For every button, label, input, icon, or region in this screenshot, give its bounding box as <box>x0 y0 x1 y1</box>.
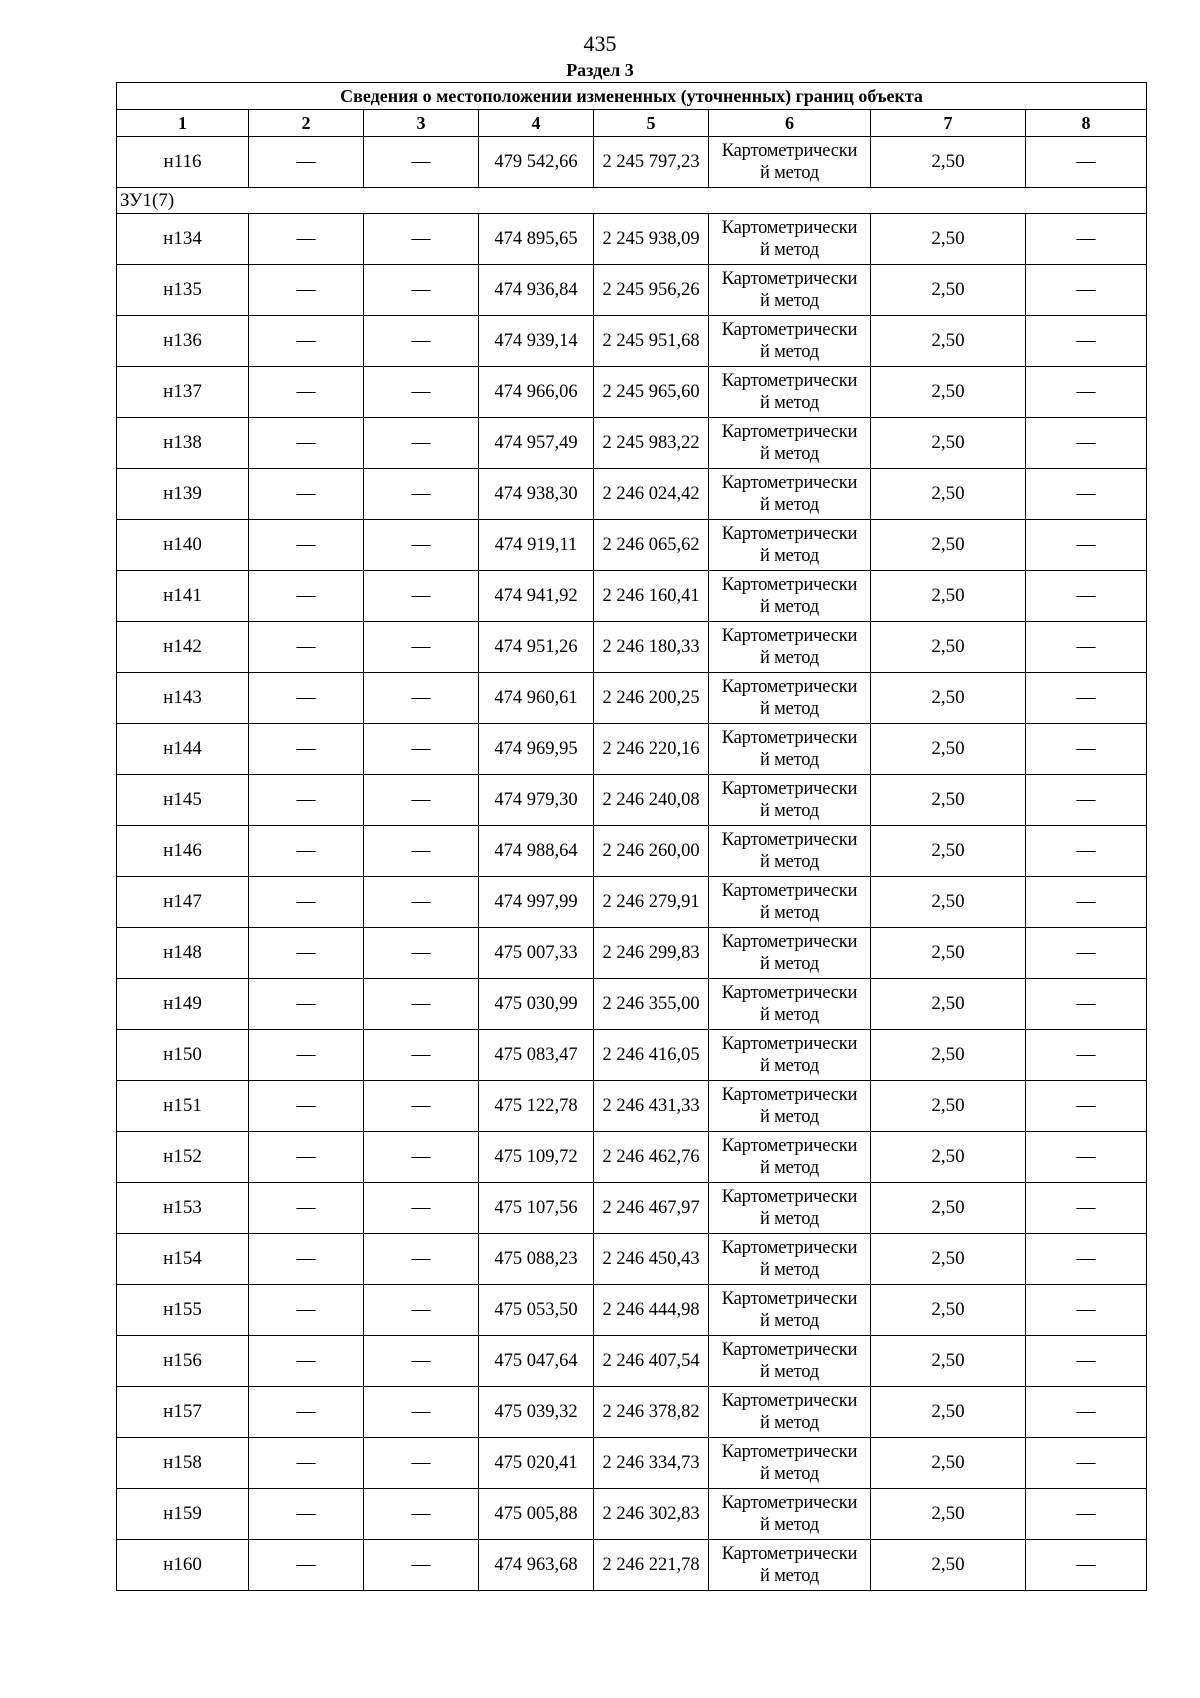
col8-cell: — <box>1026 1387 1147 1438</box>
method-cell: Картометрически й метод <box>709 214 871 265</box>
point-id-cell: н150 <box>117 1030 249 1081</box>
col8-cell: — <box>1026 1540 1147 1591</box>
table-body <box>117 137 1147 1591</box>
method-cell: Картометрически й метод <box>709 316 871 367</box>
y-coord-cell: 2 246 302,83 <box>594 1489 709 1540</box>
y-coord-cell: 2 246 240,08 <box>594 775 709 826</box>
point-id-cell: н146 <box>117 826 249 877</box>
col3-cell: — <box>364 571 479 622</box>
col3-cell: — <box>364 1081 479 1132</box>
column-header-3: 3 <box>364 110 479 137</box>
method-cell: Картометрически й метод <box>709 979 871 1030</box>
x-coord-cell: 475 005,88 <box>479 1489 594 1540</box>
x-coord-cell: 475 088,23 <box>479 1234 594 1285</box>
group-label: ЗУ1(7) <box>117 188 1147 214</box>
point-id-cell: н148 <box>117 928 249 979</box>
point-id-cell: н149 <box>117 979 249 1030</box>
col2-cell: — <box>249 1540 364 1591</box>
y-coord-cell: 2 246 378,82 <box>594 1387 709 1438</box>
x-coord-cell: 474 988,64 <box>479 826 594 877</box>
point-id-cell: н158 <box>117 1438 249 1489</box>
table-caption: Сведения о местоположении измененных (уточненных) границ объекта <box>117 83 1147 110</box>
col2-cell: — <box>249 418 364 469</box>
table-row <box>117 1081 1147 1132</box>
col3-cell: — <box>364 316 479 367</box>
accuracy-cell: 2,50 <box>871 1489 1026 1540</box>
col8-cell: — <box>1026 418 1147 469</box>
x-coord-cell: 475 083,47 <box>479 1030 594 1081</box>
accuracy-cell: 2,50 <box>871 214 1026 265</box>
accuracy-cell: 2,50 <box>871 1540 1026 1591</box>
column-header-1: 1 <box>117 110 249 137</box>
col3-cell: — <box>364 214 479 265</box>
col2-cell: — <box>249 1336 364 1387</box>
accuracy-cell: 2,50 <box>871 1336 1026 1387</box>
table-row <box>117 622 1147 673</box>
col3-cell: — <box>364 265 479 316</box>
method-cell: Картометрически й метод <box>709 928 871 979</box>
col3-cell: — <box>364 520 479 571</box>
x-coord-cell: 474 951,26 <box>479 622 594 673</box>
col3-cell: — <box>364 979 479 1030</box>
y-coord-cell: 2 246 260,00 <box>594 826 709 877</box>
col8-cell: — <box>1026 367 1147 418</box>
col2-cell: — <box>249 877 364 928</box>
col3-cell: — <box>364 418 479 469</box>
table-row <box>117 877 1147 928</box>
accuracy-cell: 2,50 <box>871 1030 1026 1081</box>
point-id-cell: н137 <box>117 367 249 418</box>
accuracy-cell: 2,50 <box>871 1183 1026 1234</box>
x-coord-cell: 474 941,92 <box>479 571 594 622</box>
col2-cell: — <box>249 1132 364 1183</box>
table-row <box>117 1336 1147 1387</box>
col3-cell: — <box>364 1540 479 1591</box>
y-coord-cell: 2 246 180,33 <box>594 622 709 673</box>
point-id-cell: н153 <box>117 1183 249 1234</box>
accuracy-cell: 2,50 <box>871 418 1026 469</box>
column-header-row <box>117 110 1147 137</box>
accuracy-cell: 2,50 <box>871 265 1026 316</box>
method-cell: Картометрически й метод <box>709 1183 871 1234</box>
method-cell: Картометрически й метод <box>709 367 871 418</box>
table-row <box>117 1030 1147 1081</box>
accuracy-cell: 2,50 <box>871 1285 1026 1336</box>
boundary-coordinates-table <box>116 82 1147 1591</box>
x-coord-cell: 474 963,68 <box>479 1540 594 1591</box>
col8-cell: — <box>1026 1183 1147 1234</box>
table-row <box>117 316 1147 367</box>
x-coord-cell: 475 053,50 <box>479 1285 594 1336</box>
col3-cell: — <box>364 673 479 724</box>
col2-cell: — <box>249 1234 364 1285</box>
table-row <box>117 1438 1147 1489</box>
x-coord-cell: 474 969,95 <box>479 724 594 775</box>
accuracy-cell: 2,50 <box>871 826 1026 877</box>
col8-cell: — <box>1026 826 1147 877</box>
y-coord-cell: 2 246 220,16 <box>594 724 709 775</box>
y-coord-cell: 2 246 431,33 <box>594 1081 709 1132</box>
col2-cell: — <box>249 826 364 877</box>
accuracy-cell: 2,50 <box>871 469 1026 520</box>
method-cell: Картометрически й метод <box>709 1081 871 1132</box>
col8-cell: — <box>1026 724 1147 775</box>
x-coord-cell: 474 939,14 <box>479 316 594 367</box>
col2-cell: — <box>249 1489 364 1540</box>
col3-cell: — <box>364 1438 479 1489</box>
col8-cell: — <box>1026 571 1147 622</box>
col3-cell: — <box>364 367 479 418</box>
y-coord-cell: 2 246 407,54 <box>594 1336 709 1387</box>
method-cell: Картометрически й метод <box>709 775 871 826</box>
x-coord-cell: 475 039,32 <box>479 1387 594 1438</box>
method-cell: Картометрически й метод <box>709 826 871 877</box>
y-coord-cell: 2 246 024,42 <box>594 469 709 520</box>
method-cell: Картометрически й метод <box>709 1336 871 1387</box>
x-coord-cell: 475 007,33 <box>479 928 594 979</box>
method-cell: Картометрически й метод <box>709 1234 871 1285</box>
method-cell: Картометрически й метод <box>709 137 871 188</box>
accuracy-cell: 2,50 <box>871 520 1026 571</box>
col3-cell: — <box>364 137 479 188</box>
accuracy-cell: 2,50 <box>871 1387 1026 1438</box>
x-coord-cell: 475 122,78 <box>479 1081 594 1132</box>
col2-cell: — <box>249 520 364 571</box>
col3-cell: — <box>364 1030 479 1081</box>
col2-cell: — <box>249 1285 364 1336</box>
col2-cell: — <box>249 775 364 826</box>
col2-cell: — <box>249 1387 364 1438</box>
point-id-cell: н136 <box>117 316 249 367</box>
y-coord-cell: 2 246 462,76 <box>594 1132 709 1183</box>
method-cell: Картометрически й метод <box>709 1285 871 1336</box>
col2-cell: — <box>249 571 364 622</box>
accuracy-cell: 2,50 <box>871 1132 1026 1183</box>
column-header-2: 2 <box>249 110 364 137</box>
x-coord-cell: 475 109,72 <box>479 1132 594 1183</box>
col2-cell: — <box>249 137 364 188</box>
point-id-cell: н134 <box>117 214 249 265</box>
x-coord-cell: 474 979,30 <box>479 775 594 826</box>
table-row <box>117 928 1147 979</box>
col8-cell: — <box>1026 1030 1147 1081</box>
accuracy-cell: 2,50 <box>871 571 1026 622</box>
accuracy-cell: 2,50 <box>871 1438 1026 1489</box>
method-cell: Картометрически й метод <box>709 673 871 724</box>
point-id-cell: н141 <box>117 571 249 622</box>
y-coord-cell: 2 246 160,41 <box>594 571 709 622</box>
method-cell: Картометрически й метод <box>709 877 871 928</box>
method-cell: Картометрически й метод <box>709 1489 871 1540</box>
x-coord-cell: 474 936,84 <box>479 265 594 316</box>
method-cell: Картометрически й метод <box>709 724 871 775</box>
y-coord-cell: 2 246 416,05 <box>594 1030 709 1081</box>
column-header-4: 4 <box>479 110 594 137</box>
col8-cell: — <box>1026 877 1147 928</box>
y-coord-cell: 2 246 065,62 <box>594 520 709 571</box>
table-row <box>117 1387 1147 1438</box>
y-coord-cell: 2 246 299,83 <box>594 928 709 979</box>
table-row <box>117 1234 1147 1285</box>
y-coord-cell: 2 246 355,00 <box>594 979 709 1030</box>
x-coord-cell: 475 030,99 <box>479 979 594 1030</box>
y-coord-cell: 2 246 221,78 <box>594 1540 709 1591</box>
x-coord-cell: 474 895,65 <box>479 214 594 265</box>
col3-cell: — <box>364 622 479 673</box>
accuracy-cell: 2,50 <box>871 367 1026 418</box>
col3-cell: — <box>364 1132 479 1183</box>
column-header-7: 7 <box>871 110 1026 137</box>
y-coord-cell: 2 246 279,91 <box>594 877 709 928</box>
point-id-cell: н151 <box>117 1081 249 1132</box>
table-row <box>117 673 1147 724</box>
table-row <box>117 1183 1147 1234</box>
point-id-cell: н140 <box>117 520 249 571</box>
point-id-cell: н143 <box>117 673 249 724</box>
method-cell: Картометрически й метод <box>709 1132 871 1183</box>
y-coord-cell: 2 245 983,22 <box>594 418 709 469</box>
col2-cell: — <box>249 316 364 367</box>
point-id-cell: н145 <box>117 775 249 826</box>
col2-cell: — <box>249 724 364 775</box>
col2-cell: — <box>249 367 364 418</box>
col3-cell: — <box>364 877 479 928</box>
col3-cell: — <box>364 928 479 979</box>
col2-cell: — <box>249 1183 364 1234</box>
x-coord-cell: 474 960,61 <box>479 673 594 724</box>
table-row <box>117 418 1147 469</box>
point-id-cell: н116 <box>117 137 249 188</box>
section-title: Раздел 3 <box>566 60 634 80</box>
col3-cell: — <box>364 775 479 826</box>
table-row <box>117 775 1147 826</box>
y-coord-cell: 2 245 938,09 <box>594 214 709 265</box>
point-id-cell: н155 <box>117 1285 249 1336</box>
col8-cell: — <box>1026 265 1147 316</box>
accuracy-cell: 2,50 <box>871 673 1026 724</box>
page-number: 435 <box>583 31 617 56</box>
table-row <box>117 826 1147 877</box>
point-id-cell: н144 <box>117 724 249 775</box>
col8-cell: — <box>1026 673 1147 724</box>
table-row <box>117 520 1147 571</box>
accuracy-cell: 2,50 <box>871 316 1026 367</box>
accuracy-cell: 2,50 <box>871 1081 1026 1132</box>
col2-cell: — <box>249 214 364 265</box>
col8-cell: — <box>1026 1132 1147 1183</box>
accuracy-cell: 2,50 <box>871 137 1026 188</box>
x-coord-cell: 475 107,56 <box>479 1183 594 1234</box>
col2-cell: — <box>249 1081 364 1132</box>
point-id-cell: н152 <box>117 1132 249 1183</box>
col3-cell: — <box>364 469 479 520</box>
col2-cell: — <box>249 928 364 979</box>
y-coord-cell: 2 246 450,43 <box>594 1234 709 1285</box>
col8-cell: — <box>1026 1336 1147 1387</box>
col3-cell: — <box>364 1489 479 1540</box>
col8-cell: — <box>1026 214 1147 265</box>
col8-cell: — <box>1026 469 1147 520</box>
y-coord-cell: 2 246 467,97 <box>594 1183 709 1234</box>
col2-cell: — <box>249 979 364 1030</box>
point-id-cell: н138 <box>117 418 249 469</box>
accuracy-cell: 2,50 <box>871 622 1026 673</box>
method-cell: Картометрически й метод <box>709 520 871 571</box>
method-cell: Картометрически й метод <box>709 1387 871 1438</box>
method-cell: Картометрически й метод <box>709 1030 871 1081</box>
table-row <box>117 265 1147 316</box>
table-row <box>117 469 1147 520</box>
method-cell: Картометрически й метод <box>709 571 871 622</box>
y-coord-cell: 2 246 444,98 <box>594 1285 709 1336</box>
method-cell: Картометрически й метод <box>709 622 871 673</box>
y-coord-cell: 2 245 956,26 <box>594 265 709 316</box>
group-row <box>117 188 1147 214</box>
accuracy-cell: 2,50 <box>871 775 1026 826</box>
table-row <box>117 1285 1147 1336</box>
method-cell: Картометрически й метод <box>709 1540 871 1591</box>
point-id-cell: н154 <box>117 1234 249 1285</box>
col8-cell: — <box>1026 1489 1147 1540</box>
point-id-cell: н160 <box>117 1540 249 1591</box>
col3-cell: — <box>364 1336 479 1387</box>
method-cell: Картометрически й метод <box>709 265 871 316</box>
col2-cell: — <box>249 469 364 520</box>
table-row <box>117 214 1147 265</box>
col8-cell: — <box>1026 316 1147 367</box>
col8-cell: — <box>1026 1234 1147 1285</box>
accuracy-cell: 2,50 <box>871 1234 1026 1285</box>
point-id-cell: н135 <box>117 265 249 316</box>
y-coord-cell: 2 245 965,60 <box>594 367 709 418</box>
method-cell: Картометрически й метод <box>709 418 871 469</box>
col8-cell: — <box>1026 1285 1147 1336</box>
column-header-6: 6 <box>709 110 871 137</box>
col2-cell: — <box>249 265 364 316</box>
x-coord-cell: 475 047,64 <box>479 1336 594 1387</box>
x-coord-cell: 479 542,66 <box>479 137 594 188</box>
col2-cell: — <box>249 1030 364 1081</box>
column-header-5: 5 <box>594 110 709 137</box>
table-row <box>117 367 1147 418</box>
col3-cell: — <box>364 1183 479 1234</box>
y-coord-cell: 2 245 797,23 <box>594 137 709 188</box>
method-cell: Картометрически й метод <box>709 469 871 520</box>
col3-cell: — <box>364 1285 479 1336</box>
accuracy-cell: 2,50 <box>871 979 1026 1030</box>
column-header-8: 8 <box>1026 110 1147 137</box>
col8-cell: — <box>1026 775 1147 826</box>
method-cell: Картометрически й метод <box>709 1438 871 1489</box>
accuracy-cell: 2,50 <box>871 877 1026 928</box>
table-row <box>117 1132 1147 1183</box>
col8-cell: — <box>1026 1081 1147 1132</box>
col8-cell: — <box>1026 622 1147 673</box>
x-coord-cell: 474 919,11 <box>479 520 594 571</box>
table-row <box>117 724 1147 775</box>
col3-cell: — <box>364 724 479 775</box>
table-row <box>117 979 1147 1030</box>
col8-cell: — <box>1026 979 1147 1030</box>
col8-cell: — <box>1026 137 1147 188</box>
y-coord-cell: 2 246 200,25 <box>594 673 709 724</box>
y-coord-cell: 2 245 951,68 <box>594 316 709 367</box>
x-coord-cell: 474 966,06 <box>479 367 594 418</box>
col8-cell: — <box>1026 520 1147 571</box>
accuracy-cell: 2,50 <box>871 928 1026 979</box>
col8-cell: — <box>1026 1438 1147 1489</box>
x-coord-cell: 474 997,99 <box>479 877 594 928</box>
col2-cell: — <box>249 622 364 673</box>
table-row <box>117 571 1147 622</box>
point-id-cell: н147 <box>117 877 249 928</box>
point-id-cell: н142 <box>117 622 249 673</box>
accuracy-cell: 2,50 <box>871 724 1026 775</box>
y-coord-cell: 2 246 334,73 <box>594 1438 709 1489</box>
col8-cell: — <box>1026 928 1147 979</box>
point-id-cell: н159 <box>117 1489 249 1540</box>
col3-cell: — <box>364 826 479 877</box>
point-id-cell: н139 <box>117 469 249 520</box>
x-coord-cell: 475 020,41 <box>479 1438 594 1489</box>
col2-cell: — <box>249 1438 364 1489</box>
col3-cell: — <box>364 1387 479 1438</box>
table-row <box>117 1540 1147 1591</box>
x-coord-cell: 474 957,49 <box>479 418 594 469</box>
col3-cell: — <box>364 1234 479 1285</box>
point-id-cell: н156 <box>117 1336 249 1387</box>
point-id-cell: н157 <box>117 1387 249 1438</box>
col2-cell: — <box>249 673 364 724</box>
x-coord-cell: 474 938,30 <box>479 469 594 520</box>
table-row <box>117 137 1147 188</box>
table-row <box>117 1489 1147 1540</box>
